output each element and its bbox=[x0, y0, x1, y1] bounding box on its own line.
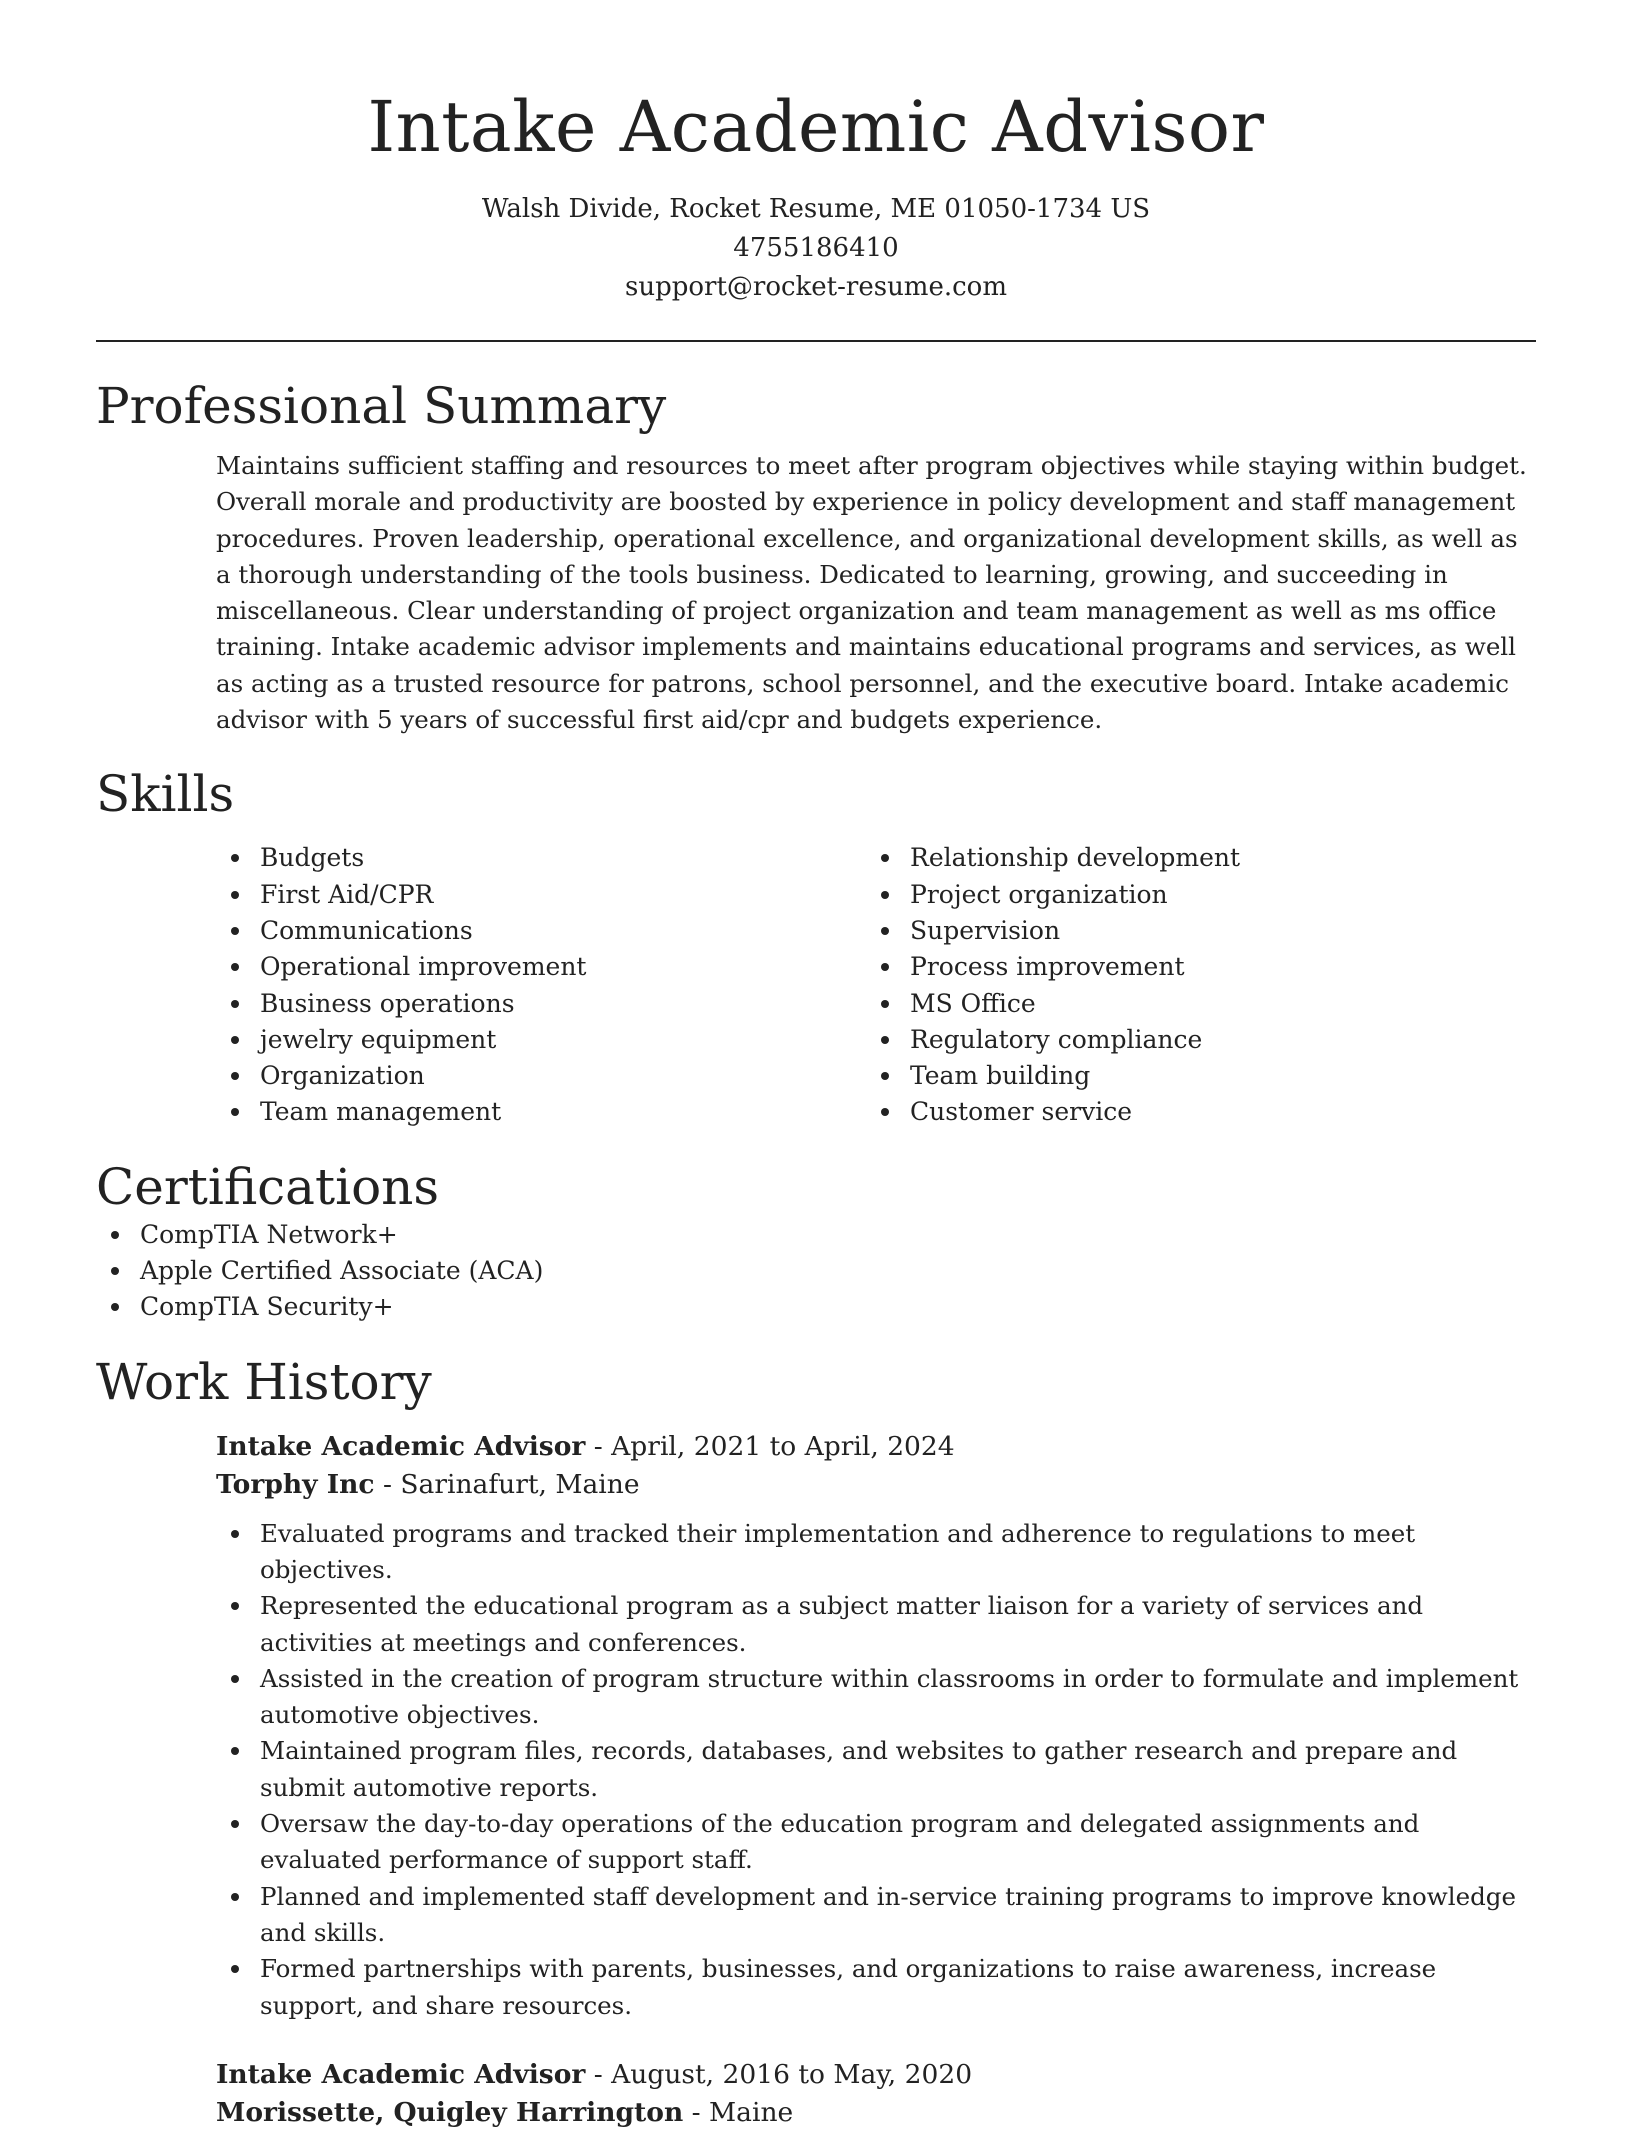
summary-heading: Professional Summary bbox=[96, 377, 667, 435]
work-history-section bbox=[96, 1352, 1536, 2132]
resume-name: Intake Academic Advisor bbox=[367, 86, 1265, 168]
skill-item: Customer service bbox=[866, 1094, 1240, 1130]
job-dates: April, 2021 to April, 2024 bbox=[611, 1430, 955, 1462]
duty-item: Maintained program files, records, databases, and websites to gather research and prepare and submit automotive reports. bbox=[216, 1733, 1536, 1806]
job-dates: August, 2016 to May, 2020 bbox=[611, 2058, 973, 2090]
certifications-heading: Certifications bbox=[96, 1157, 440, 1216]
skill-item: Business operations bbox=[216, 986, 866, 1022]
job-header bbox=[216, 2056, 1536, 2132]
job-title-line bbox=[216, 2056, 1536, 2094]
skill-item: Project organization bbox=[866, 877, 1240, 913]
header-divider bbox=[96, 340, 1536, 342]
resume-page bbox=[96, 0, 1536, 2132]
separator: - bbox=[585, 2058, 612, 2090]
duty-item: Oversaw the day-to-day operations of the education program and delegated assignments and evaluated performance of support staff. bbox=[216, 1806, 1536, 1879]
skill-item: First Aid/CPR bbox=[216, 877, 866, 913]
skills-section bbox=[96, 764, 1536, 1130]
duty-item: Planned and implemented staff development and in-service training programs to improve knowledge and skills. bbox=[216, 1879, 1536, 1952]
job-company: Torphy Inc bbox=[216, 1468, 375, 1500]
work-history-heading: Work History bbox=[96, 1352, 432, 1411]
job-company-line bbox=[216, 2094, 1536, 2132]
job-header bbox=[216, 1428, 1536, 1504]
certification-item: CompTIA Network+ bbox=[96, 1217, 1536, 1253]
skills-list-right bbox=[866, 840, 1240, 1130]
skills-heading: Skills bbox=[96, 765, 235, 824]
skill-item: jewelry equipment bbox=[216, 1022, 866, 1058]
certifications-list bbox=[96, 1217, 1536, 1326]
job-company: Morissette, Quigley Harrington bbox=[216, 2096, 684, 2128]
contact-block bbox=[96, 190, 1536, 307]
separator: - bbox=[683, 2096, 710, 2128]
skill-item: Communications bbox=[216, 913, 866, 949]
skill-item: MS Office bbox=[866, 986, 1240, 1022]
skill-item: Team building bbox=[866, 1058, 1240, 1094]
duty-item: Represented the educational program as a subject matter liaison for a variety of services and activities at meetings and conferences. bbox=[216, 1588, 1536, 1661]
skill-item: Process improvement bbox=[866, 949, 1240, 985]
contact-phone: 4755186410 bbox=[733, 233, 899, 263]
skills-grid bbox=[216, 840, 1536, 1130]
job-company-line bbox=[216, 1466, 1536, 1504]
skill-item: Operational improvement bbox=[216, 949, 866, 985]
job-title-line bbox=[216, 1428, 1536, 1466]
skill-item: Budgets bbox=[216, 840, 866, 876]
skills-list-left bbox=[216, 840, 866, 1130]
job-title: Intake Academic Advisor bbox=[216, 1430, 586, 1462]
skill-item: Team management bbox=[216, 1094, 866, 1130]
duty-item: Formed partnerships with parents, businesses, and organizations to raise awareness, increase support, and share resources. bbox=[216, 1951, 1536, 2024]
skill-item: Relationship development bbox=[866, 840, 1240, 876]
skill-item: Supervision bbox=[866, 913, 1240, 949]
job-location: Sarinafurt, Maine bbox=[400, 1468, 640, 1500]
duty-item: Assisted in the creation of program structure within classrooms in order to formulate and implement automotive objectives. bbox=[216, 1661, 1536, 1734]
job-entry bbox=[216, 2056, 1536, 2132]
summary-text: Maintains sufficient staffing and resources to meet after program objectives while staying within budget. Overall morale and productivity are boosted by experience in policy development and staff management procedures. Proven leadership, operational excellence, and organizational development skills, as well as a thorough understanding of the tools business. Dedicated to learning, growing, and succeeding in miscellaneous. Clear understanding of project organization and team management as well as ms office training. Intake academic advisor implements and maintains educational programs and services, as well as acting as a trusted resource for patrons, school personnel, and the executive board. Intake academic advisor with 5 years of successful first aid/cpr and budgets experience. bbox=[216, 451, 1527, 735]
certifications-section bbox=[96, 1157, 1536, 1326]
skill-item: Regulatory compliance bbox=[866, 1022, 1240, 1058]
certification-item: Apple Certified Associate (ACA) bbox=[96, 1253, 1536, 1289]
separator: - bbox=[374, 1468, 401, 1500]
duty-item: Evaluated programs and tracked their implementation and adherence to regulations to meet objectives. bbox=[216, 1516, 1536, 1589]
certification-item: CompTIA Security+ bbox=[96, 1289, 1536, 1325]
contact-address: Walsh Divide, Rocket Resume, ME 01050-1734 US bbox=[481, 194, 1151, 224]
contact-email: support@rocket-resume.com bbox=[624, 272, 1007, 302]
separator: - bbox=[585, 1430, 612, 1462]
skill-item: Organization bbox=[216, 1058, 866, 1094]
job-title: Intake Academic Advisor bbox=[216, 2058, 586, 2090]
job-duties-list bbox=[216, 1516, 1536, 2024]
job-entry bbox=[216, 1428, 1536, 2024]
job-location: Maine bbox=[709, 2096, 794, 2128]
summary-section bbox=[96, 376, 1536, 738]
